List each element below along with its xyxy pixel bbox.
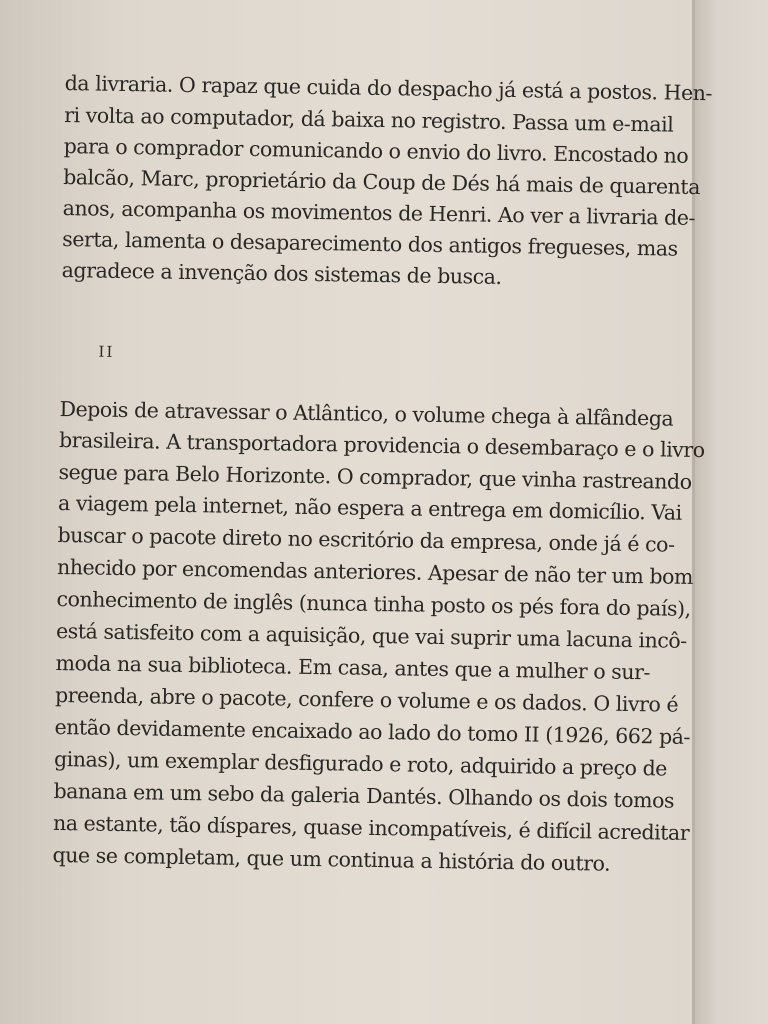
text-line: balcão, Marc, proprietário da Coup de Dés há mais de quarenta <box>63 165 701 200</box>
text-line: ri volta ao computador, dá baixa no registro. Passa um e-mail <box>64 103 674 137</box>
text-line: Depois de atravessar o Atlântico, o volume chega à alfândega <box>59 396 674 431</box>
text-line: agradece a invenção dos sistemas de busca. <box>61 258 502 289</box>
text-line: conhecimento de inglês (nunca tinha posto os pés fora do país), <box>56 586 691 621</box>
text-line: preenda, abre o pacote, confere o volume e os dados. O livro é <box>54 682 679 717</box>
text-line: serta, lamenta o desaparecimento dos antigos fregueses, mas <box>62 227 678 261</box>
text-line: na estante, tão díspares, quase incompatíveis, é difícil acreditar <box>52 810 690 845</box>
text-line: moda na sua biblioteca. Em casa, antes que a mulher o sur- <box>55 650 651 685</box>
text-line: brasileira. A transportadora providencia o desembaraço e o livro <box>58 427 705 463</box>
text-line: da livraria. O rapaz que cuida do despacho já está a postos. Hen- <box>64 71 713 106</box>
section-number: II <box>98 342 115 361</box>
text-line: ginas), um exemplar desfigurado e roto, adquirido a preço de <box>53 746 668 781</box>
text-line: para o comprador comunicando o envio do livro. Encostado no <box>63 134 689 168</box>
text-line: buscar o pacote direto no escritório da empresa, onde já é co- <box>57 522 675 557</box>
text-line: segue para Belo Horizonte. O comprador, que vinha rastreando <box>58 459 692 494</box>
text-line: está satisfeito com a aquisição, que vai suprir uma lacuna incô- <box>55 618 687 653</box>
text-line: anos, acompanha os movimentos de Henri. Ao ver a livraria de- <box>62 196 696 230</box>
adjacent-page <box>695 0 768 1024</box>
text-line: banana em um sebo da galeria Dantés. Olhando os dois tomos <box>53 778 675 813</box>
text-line: então devidamente encaixado ao lado do tomo II (1926, 662 pá- <box>54 714 691 749</box>
text-line: nhecido por encomendas anteriores. Apesar de não ter um bom <box>56 554 694 589</box>
text-line: a viagem pela internet, não espera a entrega em domicílio. Vai <box>57 490 682 525</box>
text-line: que se completam, que um continua a história do outro. <box>52 842 611 876</box>
